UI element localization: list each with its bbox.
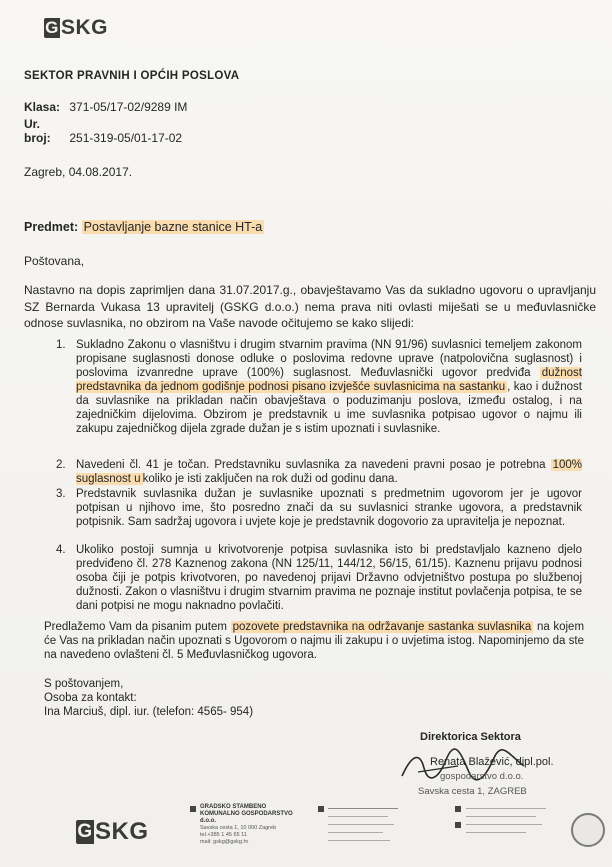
director-title: Direktorica Sektora: [420, 731, 521, 743]
klasa-label: Klasa:: [24, 100, 61, 114]
subject-value: Postavljanje bazne stanice HT-a: [83, 220, 263, 234]
list-item: [56, 487, 582, 529]
item-text: Navedeni čl. 41 je točan. Predstavniku suvlasnika za navedeni pravni posao je potrebna: [76, 459, 551, 471]
closing-text: Predlažemo Vam da pisanim putem: [44, 621, 231, 633]
footer-phone: tel.+385 1 45 65 11: [200, 832, 247, 838]
letter-date: Zagreb, 04.08.2017.: [24, 165, 133, 179]
footer-bullet-icon: [455, 822, 461, 828]
director-name: Renata Blažević, dipl.pol.: [430, 756, 554, 768]
item-highlight: dužnost predstavnika da jednom godišnje podnosi pisano izvješće suvlasnicima na sastanku: [76, 367, 582, 393]
greeting: Poštovana,: [24, 254, 85, 268]
ur-broj-line: [24, 117, 182, 145]
item-number: 1.: [56, 339, 66, 351]
ur-broj-label: Ur. broj:: [24, 117, 51, 145]
intro-paragraph: Nastavno na dopis zaprimljen dana 31.07.2017.g., obavještavamo Vas da sukladno ugovoru o upravljanju SZ Bernarda Vukasa 13 upravitelj (GSKG d.o.o.) nema prava niti ovlasti miješati se u međuvlasničke odnose suvlasnika, no obzirom na Vaše navode očitujemo se kako slijedi:: [24, 283, 596, 330]
item-text: Predstavnik suvlasnika dužan je suvlasnike upoznati s predmetnim ugovorom jer je ugovor potpisan u njihovo ime, što posredno znači da su suvlasnici stranke ugovora, a predstavnik potpisnik. Sam sadržaj ugovora i uvjete koje je predstavnik dogovorio za upravitelja je nepoznat.: [76, 488, 582, 528]
footer-company-name: GRADSKO STAMBENO KOMUNALNO GOSPODARSTVO d.o.o.: [200, 804, 293, 824]
signoff-block: [44, 677, 253, 719]
closing-text-end: na kojem će Vas na prikladan način upoznati s Ugovorom o najmu ili zakupu i o uvjetima istog. Napominjemo da ste na navedeno ovlašteni čl. 5 Međuvlasničkog ugovora.: [44, 621, 585, 661]
footer-bullet-icon: [455, 806, 461, 812]
certification-seal-icon: [571, 813, 605, 847]
item-number: 2.: [56, 459, 66, 471]
item-highlight: 100% suglasnost u: [76, 459, 582, 485]
item-number: 3.: [56, 488, 66, 500]
footer-column-3: [466, 806, 556, 837]
footer-email: mail: gskg@gskg.hr: [200, 839, 249, 845]
stamp-line: gospodarstvo d.o.o.: [440, 771, 524, 782]
logo-mark: G: [77, 821, 93, 842]
item-text-end: , kao i dužnost da suvlasnike na prikladan način obavještava o poduzimanju poslova, između ostalog, i na zajedničkim dijelovima. Obzirom je predstavnik u ime suvlasnika potpisao ugovor o najmu ili zakupu zajedničkog dijela zgrade dužan je s istim upoznati i suvlasnike.: [76, 381, 582, 435]
footer-address: Savska cesta 1, 10 000 Zagreb: [200, 825, 277, 831]
contact-label: Osoba za kontakt:: [44, 692, 137, 704]
logo-text: SKG: [61, 16, 109, 39]
footer-bullet-icon: [318, 806, 324, 812]
list-item: [56, 338, 582, 436]
footer-company: [200, 804, 295, 846]
item-text: Ukoliko postoji sumnja u krivotvorenje potpisa suvlasnika isto bi predstavljalo kazneno djelo predviđeno čl. 278 Kaznenog zakona (NN 125/11, 144/12, 56/15, 61/15). Kaznenu prijavu podnosi osoba čiji je potpis krivotvoren, po navedenoj prijavi Državno odvjetništvo postupa po službenoj dužnosti. Zakon o vlasništvu i drugim stvarnim pravima ne poznaje institut povlačenja potpisa, te se dani potpisi ne mogu naknadno povlačiti.: [76, 544, 582, 612]
gskg-footer-logo: [76, 818, 149, 846]
logo-text: SKG: [95, 818, 149, 845]
gskg-logo: [44, 16, 108, 40]
stamp-line: Savska cesta 1, ZAGREB: [418, 786, 527, 797]
footer-bullet-icon: [190, 806, 196, 812]
ur-broj-value: 251-319-05/01-17-02: [69, 131, 183, 145]
regards-text: S poštovanjem,: [44, 678, 124, 690]
footer-column-2: [328, 806, 408, 845]
item-number: 4.: [56, 544, 66, 556]
item-text-end: koliko je isti zaključen na rok duži od godinu dana.: [142, 473, 398, 485]
department-name: SEKTOR PRAVNIH I OPĆIH POSLOVA: [24, 70, 240, 82]
list-item: [56, 543, 582, 613]
closing-highlight: pozovete predstavnika na održavanje sastanka suvlasnika: [232, 621, 532, 633]
logo-mark: G: [45, 18, 59, 37]
subject-line: [24, 220, 264, 234]
subject-label: Predmet:: [24, 220, 79, 234]
closing-paragraph: [44, 620, 584, 662]
list-item: [56, 458, 582, 486]
klasa-line: [24, 100, 187, 114]
item-text: Sukladno Zakonu o vlasništvu i drugim stvarnim pravima (NN 91/96) suvlasnici temeljem zakonom propisane suglasnosti donose odluke o poslovima redovne uprave (natpolovična suglasnost) i poslovima izvanredne uprave (100%) suglasnost. Međuvlasnički ugovor predviđa: [76, 339, 582, 379]
contact-person: Ina Marciuš, dipl. iur. (telefon: 4565- 954): [44, 706, 254, 718]
klasa-value: 371-05/17-02/9289 IM: [69, 100, 188, 114]
